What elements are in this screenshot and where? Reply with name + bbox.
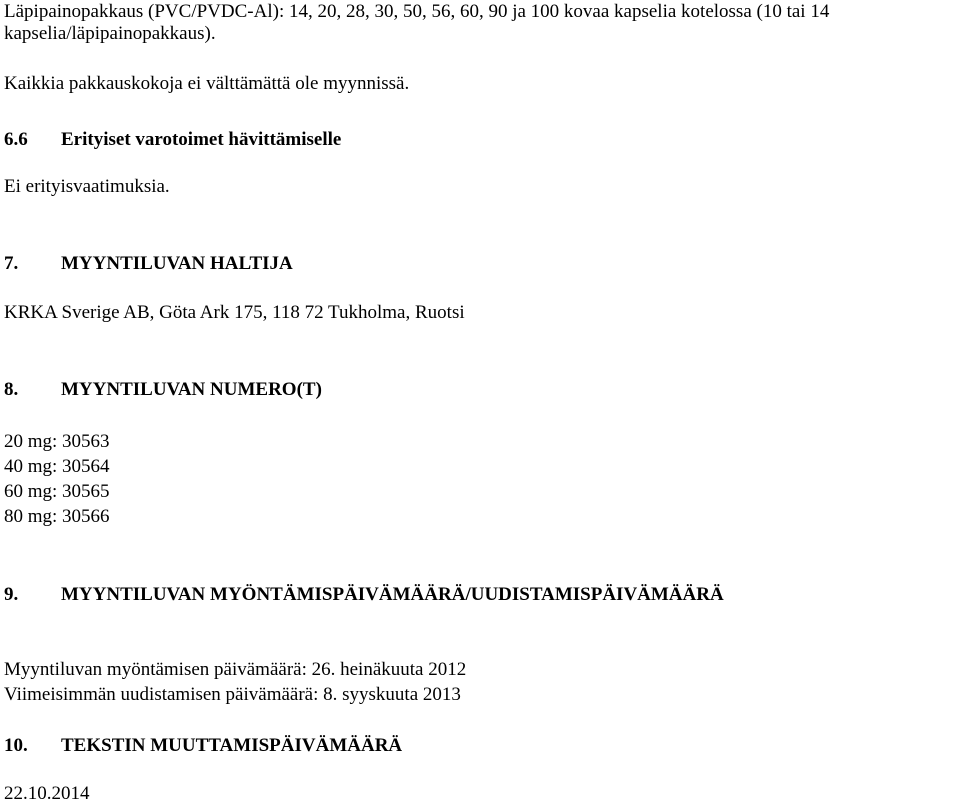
intro-line-2: kapselia/läpipainopakkaus). bbox=[4, 23, 216, 44]
section-9-line-2: Viimeisimmän uudistamisen päivämäärä: 8. syyskuuta 2013 bbox=[4, 684, 461, 705]
list-item: 60 mg: 30565 bbox=[4, 481, 110, 502]
section-title: MYYNTILUVAN HALTIJA bbox=[61, 253, 293, 274]
section-10-body: 22.10.2014 bbox=[4, 783, 90, 804]
section-number: 7. bbox=[4, 253, 19, 274]
section-number: 9. bbox=[4, 584, 19, 605]
section-title: MYYNTILUVAN NUMERO(T) bbox=[61, 379, 322, 400]
section-title: Erityiset varotoimet hävittämiselle bbox=[61, 129, 342, 150]
section-10-heading bbox=[4, 734, 403, 758]
section-number: 6.6 bbox=[4, 129, 28, 150]
intro-line-1: Läpipainopakkaus (PVC/PVDC-Al): 14, 20, 28, 30, 50, 56, 60, 90 ja 100 kovaa kapselia kotelossa (10 tai 14 bbox=[4, 1, 830, 22]
list-item: 40 mg: 30564 bbox=[4, 456, 110, 477]
list-item: 20 mg: 30563 bbox=[4, 431, 110, 452]
section-title: TEKSTIN MUUTTAMISPÄIVÄMÄÄRÄ bbox=[61, 735, 403, 756]
section-number: 10. bbox=[4, 735, 28, 756]
section-6-6-heading bbox=[4, 128, 342, 152]
intro-note: Kaikkia pakkauskokoja ei välttämättä ole myynnissä. bbox=[4, 73, 410, 94]
section-title: MYYNTILUVAN MYÖNTÄMISPÄIVÄMÄÄRÄ/UUDISTAMISPÄIVÄMÄÄRÄ bbox=[61, 584, 724, 605]
section-9-line-1: Myyntiluvan myöntämisen päivämäärä: 26. heinäkuuta 2012 bbox=[4, 659, 467, 680]
section-number: 8. bbox=[4, 379, 19, 400]
section-8-heading bbox=[4, 378, 322, 402]
section-7-body: KRKA Sverige AB, Göta Ark 175, 118 72 Tukholma, Ruotsi bbox=[4, 302, 465, 323]
section-6-6-body: Ei erityisvaatimuksia. bbox=[4, 176, 170, 197]
section-9-heading bbox=[4, 583, 724, 607]
section-7-heading bbox=[4, 252, 293, 276]
list-item: 80 mg: 30566 bbox=[4, 506, 110, 527]
